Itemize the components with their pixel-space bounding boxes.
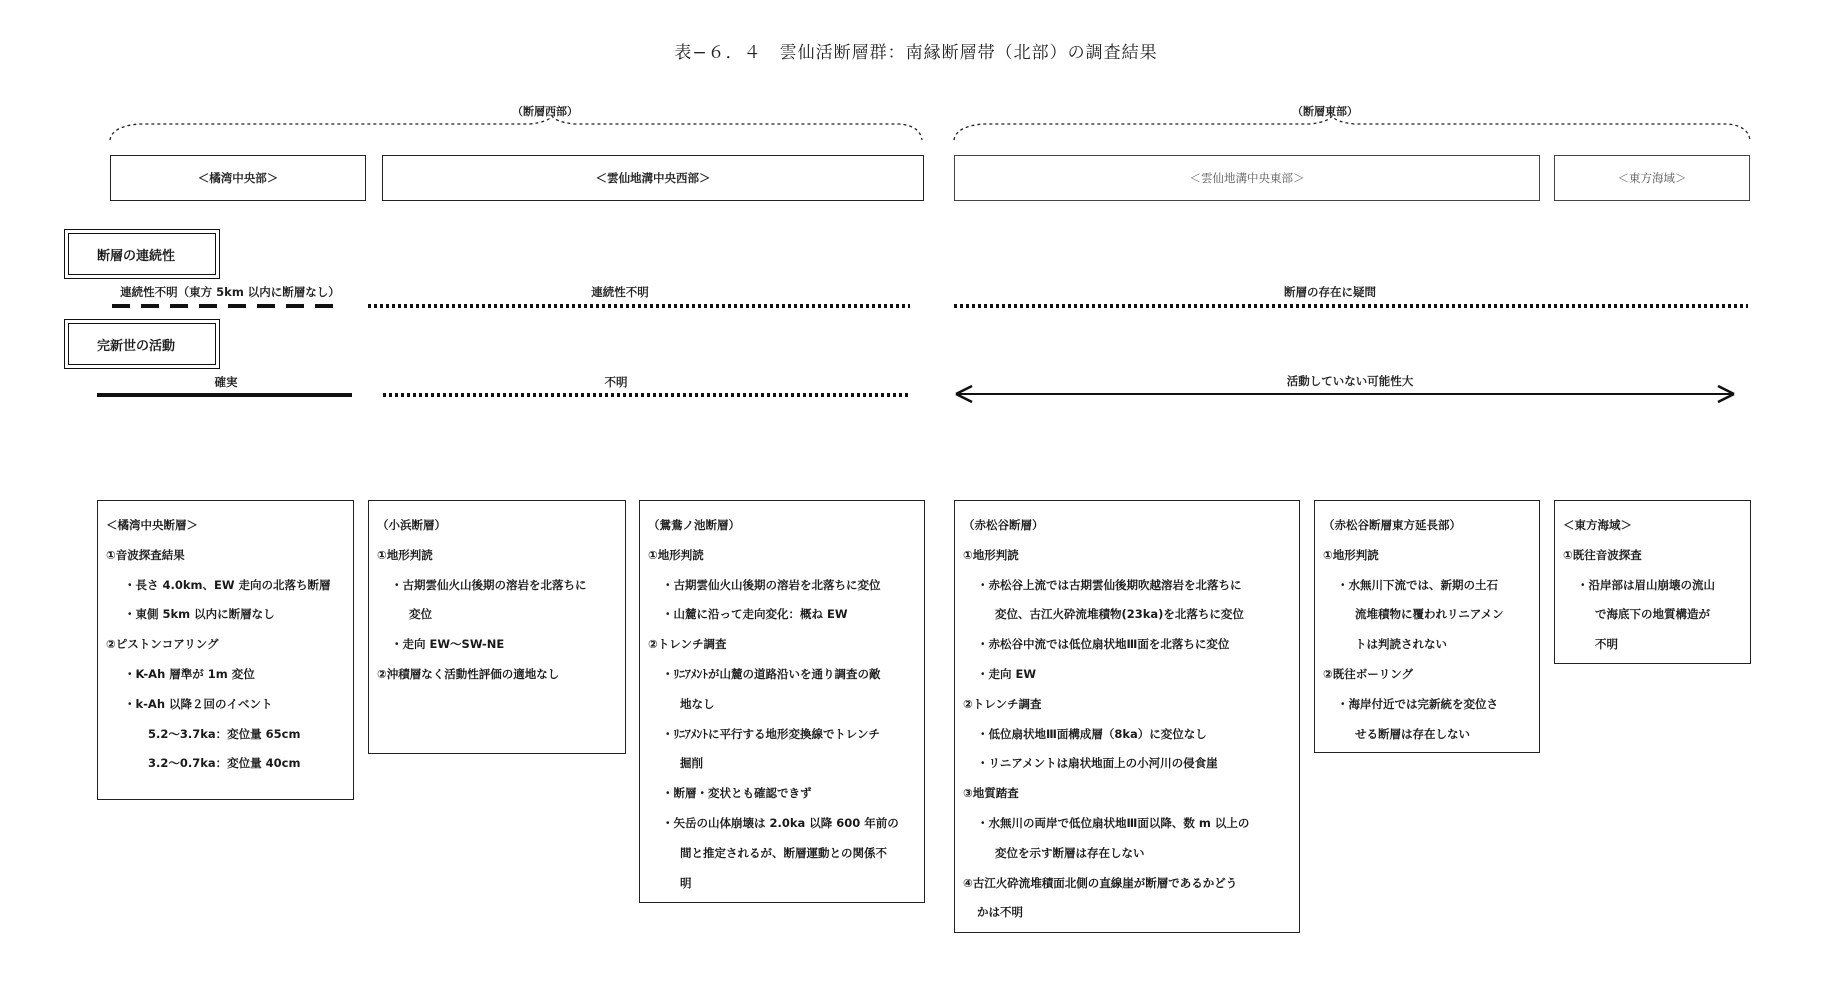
activity-label-1: 確実	[214, 375, 238, 389]
segment-box-tachibana: ＜橘湾中央部＞	[110, 155, 366, 201]
continuity-label-1: 連続性不明（東方 5km 以内に断層なし）	[120, 285, 340, 299]
detail-line: ・矢岳の山体崩壊は 2.0ka 以降 600 年前の	[662, 815, 899, 830]
detail-line: 変位	[409, 607, 432, 622]
continuity-label-2: 連続性不明	[591, 285, 649, 299]
detail-line: ②トレンチ調査	[648, 637, 727, 652]
group-label-west: （断層西部）	[512, 105, 578, 118]
detail-line: ・赤松谷上流では古期雲仙後期吹越溶岩を北落ちに	[977, 577, 1242, 592]
detail-line: ③地質踏査	[963, 786, 1019, 801]
detail-line: 流堆積物に覆われリニアメン	[1355, 607, 1504, 622]
detail-line: ①音波探査結果	[106, 547, 185, 562]
detail-line: ・長さ 4.0km、EW 走向の北落ち断層	[124, 577, 331, 592]
detail-title: （赤松谷断層東方延長部）	[1323, 518, 1461, 532]
detail-line: ・東側 5km 以内に断層なし	[124, 607, 275, 622]
detail-title: （鴛鴦ノ池断層）	[648, 518, 740, 532]
activity-label-2: 不明	[604, 375, 628, 389]
detail-line: ・海岸付近では完新統を変位さ	[1337, 696, 1498, 711]
detail-line: ・断層・変状とも確認できず	[662, 786, 812, 801]
detail-title: （赤松谷断層）	[963, 518, 1044, 532]
detail-line: ①地形判読	[648, 547, 704, 562]
section-head-holocene-label: 完新世の活動	[68, 323, 216, 365]
detail-line: ・古期雲仙火山後期の溶岩を北落ちに変位	[662, 577, 881, 592]
detail-line: ・走向 EW〜SW-NE	[391, 637, 505, 652]
segment-box-east-sea: ＜東方海域＞	[1554, 155, 1750, 201]
detail-line: 5.2〜3.7ka：変位量 65cm	[148, 726, 301, 741]
detail-line: ・低位扇状地Ⅲ面構成層（8ka）に変位なし	[977, 726, 1207, 741]
continuity-label-3: 断層の存在に疑問	[1284, 285, 1376, 299]
detail-box-oshidori-fault	[639, 500, 925, 903]
detail-line: ・ﾘﾆｱﾒﾝﾄが山麓の道路沿いを通り調査の敵	[662, 666, 881, 681]
table-title: 表−６．４ 雲仙活断層群：南縁断層帯（北部）の調査結果	[674, 43, 1158, 63]
detail-line: ・古期雲仙火山後期の溶岩を北落ちに	[391, 577, 587, 592]
activity-label-3: 活動していない可能性大	[1286, 374, 1414, 388]
detail-line: ・赤松谷中流では低位扇状地Ⅲ面を北落ちに変位	[977, 637, 1230, 652]
detail-line: せる断層は存在しない	[1355, 726, 1470, 741]
west-brace	[110, 116, 922, 140]
detail-title: ＜橘湾中央断層＞	[106, 518, 198, 532]
section-head-continuity-label: 断層の連続性	[68, 233, 216, 275]
detail-line: ・山麓に沿って走向変化：概ね EW	[662, 607, 848, 622]
detail-line: ・リニアメントは扇状地面上の小河川の侵食崖	[977, 756, 1218, 771]
detail-box-tachibana-fault	[97, 500, 354, 800]
detail-line: ②トレンチ調査	[963, 696, 1042, 711]
detail-title: （小浜断層）	[377, 518, 446, 532]
detail-line: で海底下の地質構造が	[1595, 607, 1710, 622]
segment-box-unzen-east: ＜雲仙地溝中央東部＞	[954, 155, 1540, 201]
detail-box-east-sea	[1554, 500, 1751, 664]
detail-line: ④古江火砕流堆積面北側の直線崖が断層であるかどう	[963, 875, 1238, 890]
detail-line: ・走向 EW	[977, 666, 1037, 681]
section-head-holocene	[64, 319, 220, 369]
detail-line: ・沿岸部は眉山崩壊の流山	[1577, 577, 1715, 592]
detail-line: ・水無川下流では、新期の土石	[1337, 577, 1498, 592]
detail-line: ・水無川の両岸で低位扇状地Ⅲ面以降、数 m 以上の	[977, 815, 1250, 830]
detail-line: ②既往ボーリング	[1323, 666, 1414, 681]
group-label-east: （断層東部）	[1292, 105, 1358, 118]
section-head-continuity	[64, 229, 220, 279]
detail-line: 明	[680, 875, 692, 890]
detail-line: ①地形判読	[963, 547, 1019, 562]
detail-line: ・k-Ah 以降２回のイベント	[124, 696, 273, 711]
detail-line: 変位、古江火砕流堆積物(23ka)を北落ちに変位	[995, 607, 1244, 622]
detail-box-akamatsudani-east-extension	[1314, 500, 1540, 753]
detail-line: 間と推定されるが、断層運動との関係不	[680, 845, 887, 860]
detail-line: ①既往音波探査	[1563, 547, 1642, 562]
detail-line: ②ピストンコアリング	[106, 637, 219, 652]
detail-line: かは不明	[977, 905, 1023, 920]
detail-line: 地なし	[680, 696, 715, 711]
detail-box-obama-fault	[368, 500, 626, 754]
detail-line: トは判読されない	[1355, 637, 1447, 652]
detail-line: ・ﾘﾆｱﾒﾝﾄに平行する地形変換線でトレンチ	[662, 726, 880, 741]
detail-line: ①地形判読	[377, 547, 433, 562]
segment-box-unzen-west: ＜雲仙地溝中央西部＞	[382, 155, 924, 201]
detail-line: 変位を示す断層は存在しない	[995, 845, 1145, 860]
detail-line: ②沖積層なく活動性評価の適地なし	[377, 666, 560, 681]
detail-line: 不明	[1595, 637, 1618, 652]
detail-box-akamatsudani-fault	[954, 500, 1300, 933]
detail-line: 3.2〜0.7ka：変位量 40cm	[148, 756, 301, 771]
detail-line: ・K-Ah 層準が 1m 変位	[124, 666, 255, 681]
east-brace	[954, 116, 1750, 140]
detail-line: ①地形判読	[1323, 547, 1379, 562]
detail-title: ＜東方海域＞	[1563, 518, 1632, 532]
detail-line: 掘削	[680, 756, 703, 771]
